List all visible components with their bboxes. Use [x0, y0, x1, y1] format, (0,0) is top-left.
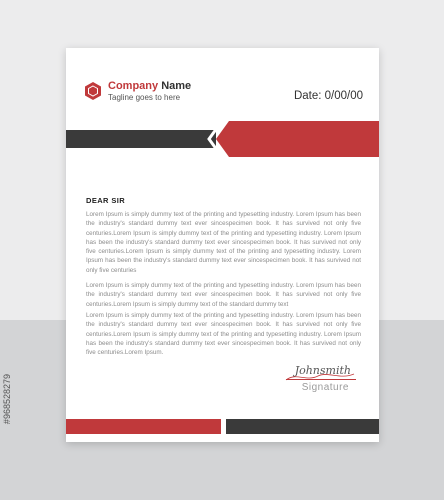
company-name-prefix: Company	[108, 80, 159, 92]
footer-bar-dark	[226, 419, 379, 434]
signature-line	[286, 379, 356, 380]
body-paragraph: Lorem Ipsum is simply dummy text of the printing and typesetting industry. Lorem Ipsum has been the industry's standard dummy text ever sincespecimen book. It has survived not only five centuries.Lorem Ipsum is simply dummy text of the printing and typesetting industry. Lorem Ipsum has been the industry's standard dummy text ever sincespecimen book. It has survived not only five centuries.Lorem Ipsum is simply dummy text of the printing and typesetting industry. Lorem Ipsum has been the industry's standard dummy text ever sincespecimen book. It has survived not only five centuries	[86, 211, 361, 274]
header-band	[66, 121, 379, 157]
letterhead-page	[66, 48, 379, 442]
signature-label: Signature	[301, 382, 349, 393]
company-name-suffix: Name	[161, 80, 192, 92]
hexagon-icon	[84, 81, 102, 101]
company-name	[108, 80, 191, 92]
salutation: DEAR SIR	[86, 196, 126, 205]
tagline: Tagline goes to here	[108, 93, 181, 102]
footer-bar-red	[66, 419, 221, 434]
letter-date: Date: 0/00/00	[293, 90, 363, 102]
stock-id-watermark: #968528279	[2, 374, 12, 425]
signature-handwriting: Johnsmith	[294, 364, 351, 377]
body-paragraph: Lorem Ipsum is simply dummy text of the printing and typesetting industry. Lorem Ipsum has been the industry's standard dummy text ever sincespecimen book. It has survived not only five centuries.Lorem Ipsum is simply dummy text of the printing and typesetting industry. Lorem Ipsum has been the industry's standard dummy text ever sincespecimen book. It has survived not only five centuries.Lorem Ipsum.	[86, 312, 361, 357]
body-paragraph: Lorem Ipsum is simply dummy text of the printing and typesetting industry. Lorem Ipsum has been the industry's standard dummy text ever sincespecimen book. It has survived not only five centuries.Lorem Ipsum is simply dummy text of the standard dummy text	[86, 282, 361, 308]
